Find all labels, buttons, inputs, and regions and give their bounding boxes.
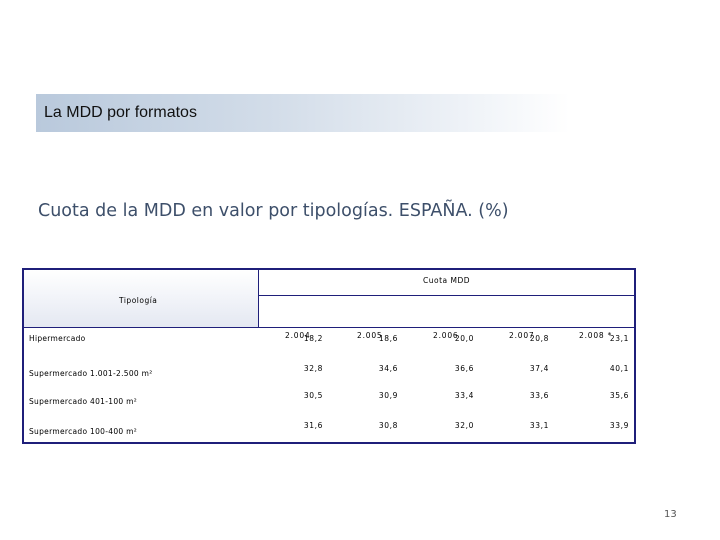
- table-cell: 20,8: [529, 334, 549, 343]
- year-header: 2.006: [433, 331, 459, 340]
- table-cell: 23,1: [609, 334, 629, 343]
- row-label: Supermercado 1.001-2.500 m²: [29, 369, 153, 378]
- table-cell: 34,6: [378, 364, 398, 373]
- table-cell: 18,6: [378, 334, 398, 343]
- year-header: 2.005: [357, 331, 383, 340]
- table-cell: 18,2: [303, 334, 323, 343]
- table-cell: 30,8: [378, 421, 398, 430]
- table-cell: 33,9: [609, 421, 629, 430]
- table-cell: 33,4: [454, 391, 474, 400]
- year-header: 2.008 *: [579, 331, 613, 340]
- table-cell: 32,8: [303, 364, 323, 373]
- table-cell: 40,1: [609, 364, 629, 373]
- table-cell: 33,1: [529, 421, 549, 430]
- table-cell: 33,6: [529, 391, 549, 400]
- table-cell: 30,5: [303, 391, 323, 400]
- table-cell: 31,6: [303, 421, 323, 430]
- chart-subtitle: Cuota de la MDD en valor por tipologías. ESPAÑA. (%): [38, 201, 509, 221]
- table-cell: 37,4: [529, 364, 549, 373]
- year-header: 2.007: [509, 331, 535, 340]
- row-label: Hipermercado: [29, 334, 86, 343]
- title-banner: [36, 94, 570, 132]
- header-divider: [24, 327, 634, 328]
- row-label: Supermercado 100-400 m²: [29, 427, 138, 436]
- table-cell: 30,9: [378, 391, 398, 400]
- header-group-cell: [258, 270, 634, 296]
- slide-title: La MDD por formatos: [44, 104, 197, 121]
- table-cell: 20,0: [454, 334, 474, 343]
- row-label: Supermercado 401-100 m²: [29, 397, 138, 406]
- year-header: 2.004: [285, 331, 311, 340]
- table-cell: 35,6: [609, 391, 629, 400]
- share-table: [22, 268, 636, 444]
- group-header-label: Cuota MDD: [422, 276, 471, 285]
- header-left-cell: [24, 270, 258, 327]
- table-cell: 36,6: [454, 364, 474, 373]
- page-number: 13: [664, 509, 677, 520]
- row-header-label: Tipología: [119, 296, 158, 305]
- table-cell: 32,0: [454, 421, 474, 430]
